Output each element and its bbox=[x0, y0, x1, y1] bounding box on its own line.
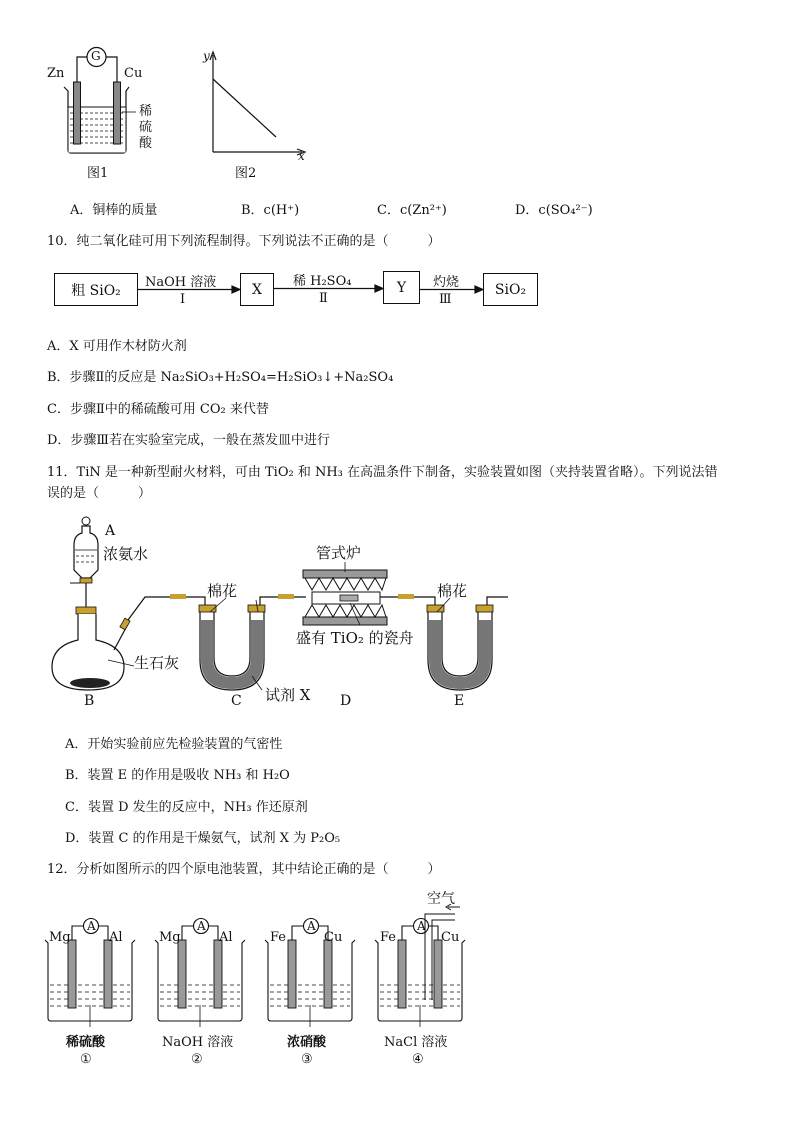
cell3-ammeter: A bbox=[307, 919, 316, 933]
cell4-left-electrode: Fe bbox=[380, 930, 397, 945]
q10-stem: 10．纯二氧化硅可用下列流程制得。下列说法不正确的是（ ） bbox=[47, 234, 441, 249]
label-b: B bbox=[84, 693, 95, 709]
acid-label-2: 硫 bbox=[139, 120, 153, 135]
arrow2-reagent: 稀 H₂SO₄ bbox=[293, 274, 352, 289]
fig1-caption: 图1 bbox=[87, 166, 109, 181]
flow-box-sio2: SiO₂ bbox=[483, 273, 538, 306]
q9-option-a: A．铜棒的质量 bbox=[70, 203, 158, 218]
q11-option-a: A．开始实验前应先检验装置的气密性 bbox=[65, 737, 283, 752]
y-axis-label: y bbox=[203, 49, 210, 63]
label-e: E bbox=[454, 693, 465, 709]
arrow3-step: Ⅲ bbox=[439, 292, 452, 307]
cell3-right-electrode: Cu bbox=[324, 930, 343, 945]
label-c: C bbox=[231, 693, 242, 709]
cell1-right-electrode: Al bbox=[109, 930, 123, 945]
label-boat: 盛有 TiO₂ 的瓷舟 bbox=[296, 629, 414, 647]
q11-option-b: B．装置 E 的作用是吸收 NH₃ 和 H₂O bbox=[65, 768, 290, 783]
arrow3-reagent: 灼烧 bbox=[433, 275, 460, 290]
label-d: D bbox=[340, 693, 352, 709]
q11-stem-line2: 误的是（ ） bbox=[47, 486, 152, 501]
cell2-solution: NaOH 溶液 bbox=[162, 1035, 234, 1050]
fig2-caption: 图2 bbox=[235, 166, 257, 181]
cell1-number: ① bbox=[80, 1052, 92, 1067]
cell3-solution: 浓硝酸 bbox=[287, 1035, 327, 1050]
label-a: A bbox=[105, 523, 116, 539]
cell2-number: ② bbox=[191, 1052, 203, 1067]
q11-option-c: C．装置 D 发生的反应中，NH₃ 作还原剂 bbox=[65, 800, 308, 815]
q10-option-b: B．步骤Ⅱ的反应是 Na₂SiO₃+H₂SO₄=H₂SiO₃↓+Na₂SO₄ bbox=[47, 370, 394, 385]
galvanometer-label: G bbox=[91, 49, 101, 63]
q10-option-c: C．步骤Ⅱ中的稀硫酸可用 CO₂ 来代替 bbox=[47, 402, 269, 417]
flow-box-x: X bbox=[240, 273, 274, 306]
cell4-ammeter: A bbox=[417, 919, 426, 933]
arrow1-reagent: NaOH 溶液 bbox=[145, 275, 217, 290]
cell3-number: ③ bbox=[301, 1052, 313, 1067]
acid-label-1: 稀 bbox=[139, 104, 153, 119]
cell4-right-electrode: Cu bbox=[441, 930, 460, 945]
label-cotton-c: 棉花 bbox=[207, 582, 238, 600]
x-axis-label: x bbox=[298, 149, 305, 163]
q10-option-a: A．X 可用作木材防火剂 bbox=[47, 339, 187, 354]
cell1-left-electrode: Mg bbox=[49, 930, 71, 945]
q11-option-d: D．装置 C 的作用是干燥氨气，试剂 X 为 P₂O₅ bbox=[65, 831, 341, 846]
acid-label-3: 酸 bbox=[139, 136, 153, 151]
q12-stem: 12．分析如图所示的四个原电池装置，其中结论正确的是（ ） bbox=[47, 862, 441, 877]
q10-option-d: D．步骤Ⅲ若在实验室完成，一般在蒸发皿中进行 bbox=[47, 433, 330, 448]
cell2-right-electrode: Al bbox=[219, 930, 233, 945]
air-label: 空气 bbox=[427, 891, 455, 907]
cell4-solution: NaCl 溶液 bbox=[384, 1035, 448, 1050]
cell2-ammeter: A bbox=[197, 919, 206, 933]
cell1-solution: 稀硫酸 bbox=[66, 1035, 106, 1050]
q9-option-b: B．c(H⁺) bbox=[241, 203, 300, 218]
flow-box-crude-sio2: 粗 SiO₂ bbox=[54, 273, 138, 306]
cell2-left-electrode: Mg bbox=[159, 930, 181, 945]
label-reagent-x: 试剂 X bbox=[265, 686, 311, 704]
arrow2-step: Ⅱ bbox=[319, 291, 328, 306]
label-furnace: 管式炉 bbox=[316, 544, 362, 562]
zn-label: Zn bbox=[47, 66, 65, 81]
label-cotton-e: 棉花 bbox=[437, 582, 468, 600]
label-lime: 生石灰 bbox=[134, 654, 180, 672]
label-ammonia: 浓氨水 bbox=[103, 545, 149, 563]
flow-box-y: Y bbox=[383, 271, 420, 304]
q9-option-c: C．c(Zn²⁺) bbox=[377, 203, 447, 218]
cell1-ammeter: A bbox=[87, 919, 96, 933]
q9-option-d: D．c(SO₄²⁻) bbox=[515, 203, 593, 218]
cell3-left-electrode: Fe bbox=[270, 930, 287, 945]
arrow1-step: Ⅰ bbox=[180, 292, 186, 307]
cu-label: Cu bbox=[124, 66, 143, 81]
q11-stem-line1: 11．TiN 是一种新型耐火材料，可由 TiO₂ 和 NH₃ 在高温条件下制备，实验装置如图（夹持装置省略）。下列说法错 bbox=[47, 465, 718, 480]
cell4-number: ④ bbox=[412, 1052, 424, 1067]
